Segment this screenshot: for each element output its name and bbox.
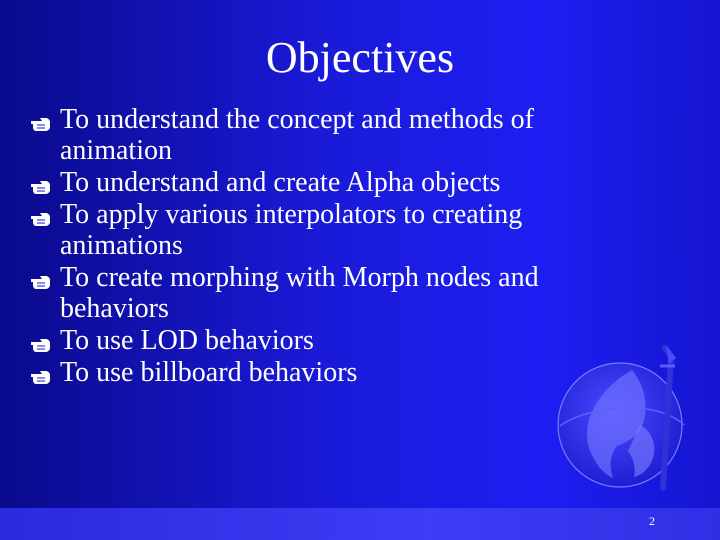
bullet-text: To understand the concept and methods of animation: [60, 104, 534, 166]
bullet-item: [30, 104, 630, 166]
bullet-item: [30, 262, 630, 324]
pointing-hand-icon: [30, 173, 52, 193]
pointing-hand-icon: [30, 363, 52, 383]
pointing-hand-icon: [30, 110, 52, 130]
bullet-item: [30, 199, 630, 261]
bullet-text: To apply various interpolators to creating animations: [60, 199, 523, 261]
bullet-item: [30, 357, 630, 388]
pointing-hand-icon: [30, 268, 52, 288]
bullet-text: To understand and create Alpha objects: [60, 167, 501, 198]
pointing-hand-icon: [30, 205, 52, 225]
bullet-text: To use billboard behaviors: [60, 357, 358, 388]
bullet-item: [30, 325, 630, 356]
pointing-hand-icon: [30, 331, 52, 351]
bullet-list: [30, 104, 630, 388]
bullet-item: [30, 167, 630, 198]
footer-bar: [0, 508, 720, 540]
bullet-text: To create morphing with Morph nodes and behaviors: [60, 262, 539, 324]
bullet-text: To use LOD behaviors: [60, 325, 314, 356]
page-number: 2: [649, 514, 655, 528]
slide-title: Objectives: [265, 33, 455, 82]
